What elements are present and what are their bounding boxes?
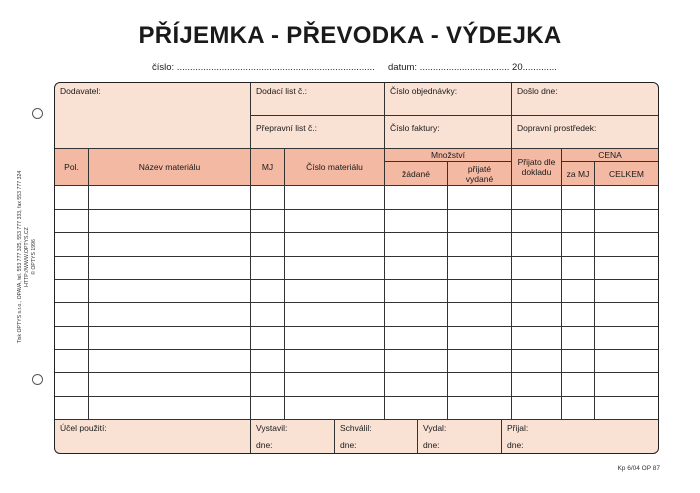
cislo-objednavky-label: Číslo objednávky:	[390, 86, 458, 96]
col-header-pol: Pol.	[55, 149, 89, 186]
vystavil-label: Vystavil:	[256, 423, 288, 433]
col-header-prijato	[512, 149, 562, 186]
imprint-line-2: HTTP://WWW.OPTYS.CZ	[24, 227, 30, 287]
dodaci-list-cell[interactable]	[251, 83, 385, 116]
schvalil-cell[interactable]	[335, 420, 418, 453]
table-row[interactable]	[55, 302, 658, 303]
col-header-celkem: CELKEM	[595, 162, 658, 186]
grid-divider	[88, 186, 89, 420]
form-title: PŘÍJEMKA - PŘEVODKA - VÝDEJKA	[138, 22, 562, 49]
col-header-prijate	[448, 162, 512, 186]
table-row[interactable]	[55, 232, 658, 233]
ucel-pouziti-cell[interactable]	[55, 420, 251, 453]
prijal-dne-label: dne:	[507, 440, 524, 450]
prijal-label: Přijal:	[507, 423, 529, 433]
grid-divider	[561, 186, 562, 420]
datum-field[interactable]: datum: .................................. 20.............	[388, 62, 557, 73]
items-table-body[interactable]	[55, 186, 658, 420]
dopravni-prostredek-label: Dopravní prostředek:	[517, 123, 597, 133]
grid-divider	[594, 186, 595, 420]
prijal-cell[interactable]	[502, 420, 658, 453]
table-row[interactable]	[55, 396, 658, 397]
col-header-mnozstvi: Množství	[385, 149, 512, 162]
vystavil-cell[interactable]	[251, 420, 335, 453]
prepravni-list-cell[interactable]	[251, 116, 385, 149]
vydal-cell[interactable]	[418, 420, 502, 453]
col-header-cena: CENA	[562, 149, 658, 162]
printer-imprint	[17, 148, 53, 366]
vydal-label: Vydal:	[423, 423, 447, 433]
vystavil-dne-label: dne:	[256, 440, 273, 450]
table-row[interactable]	[55, 349, 658, 350]
grid-divider	[511, 186, 512, 420]
cislo-faktury-label: Číslo faktury:	[390, 123, 440, 133]
cislo-objednavky-cell[interactable]	[385, 83, 512, 116]
ucel-pouziti-label: Účel použití:	[60, 423, 107, 433]
table-row[interactable]	[55, 326, 658, 327]
doslo-dne-cell[interactable]	[512, 83, 658, 116]
imprint-line-1: Tisk OPTYS s.r.o., OPAVA, tel. 553 777 325, 553 777 333, fax 553 777 324	[17, 170, 23, 344]
prijato-line-2: dokladu	[521, 167, 552, 177]
schvalil-dne-label: dne:	[340, 440, 357, 450]
dodavatel-label: Dodavatel:	[60, 86, 101, 96]
table-row[interactable]	[55, 279, 658, 280]
dopravni-prostredek-cell[interactable]	[512, 116, 658, 149]
doslo-dne-label: Došlo dne:	[517, 86, 558, 96]
prijato-line-1: Přijato dle	[517, 157, 556, 167]
dodavatel-cell[interactable]	[55, 83, 251, 149]
cislo-field[interactable]: číslo: ...........................................................................	[152, 62, 375, 73]
grid-divider	[384, 186, 385, 420]
imprint-line-3: © OPTYS 1996	[31, 239, 37, 275]
col-header-za-mj: za MJ	[562, 162, 595, 186]
prijate-line-1: přijaté	[467, 163, 492, 174]
schvalil-label: Schválil:	[340, 423, 372, 433]
table-row[interactable]	[55, 256, 658, 257]
table-row[interactable]	[55, 372, 658, 373]
dodaci-list-label: Dodací list č.:	[256, 86, 308, 96]
grid-divider	[250, 186, 251, 420]
col-header-cislo-materialu: Číslo materiálu	[285, 149, 385, 186]
grid-divider	[284, 186, 285, 420]
col-header-mj: MJ	[251, 149, 285, 186]
form-frame	[54, 82, 659, 454]
punch-hole-top	[32, 108, 43, 119]
table-row[interactable]	[55, 209, 658, 210]
prijate-line-2: vydané	[465, 173, 494, 184]
grid-divider	[447, 186, 448, 420]
form-code: Kp 6/04 OP 87	[617, 465, 660, 472]
prepravni-list-label: Přepravní list č.:	[256, 123, 317, 133]
cislo-faktury-cell[interactable]	[385, 116, 512, 149]
col-header-nazev: Název materiálu	[89, 149, 251, 186]
punch-hole-bottom	[32, 374, 43, 385]
vydal-dne-label: dne:	[423, 440, 440, 450]
col-header-zadane: žádané	[385, 162, 448, 186]
